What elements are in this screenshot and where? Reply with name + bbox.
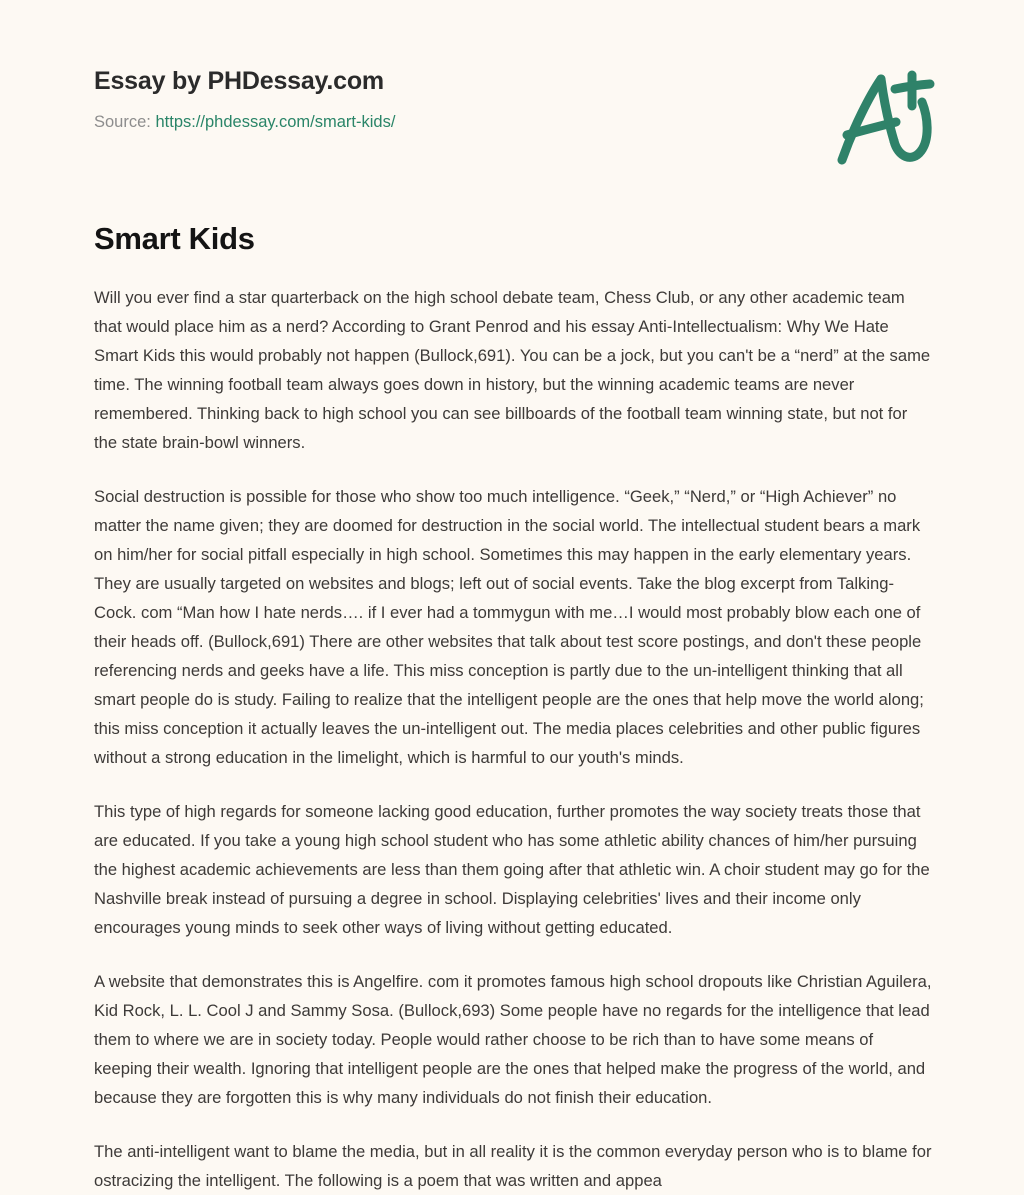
- essay-body: [94, 283, 932, 1195]
- source-url-link[interactable]: https://phdessay.com/smart-kids/: [155, 113, 396, 131]
- a-plus-handwritten-logo: [820, 62, 946, 174]
- paragraph: This type of high regards for someone lacking good education, further promotes the way society treats those that are educated. If you take a young high school student who has some athletic ability chances of him/her pursuing the highest academic achievements are less than them going after that athletic win. A choir student may go for the Nashville break instead of pursuing a degree in school. Displaying celebrities' lives and their income only encourages young minds to seek other ways of living without getting educated.: [94, 802, 930, 937]
- brand-title: Essay by PHDessay.com: [94, 67, 384, 95]
- source-label: Source:: [94, 113, 151, 131]
- page-title: Smart Kids: [94, 221, 255, 256]
- paragraph: Social destruction is possible for those who show too much intelligence. “Geek,” “Nerd,” or “High Achiever” no matter the name given; they are doomed for destruction in the social world. The intellectual student bears a mark on him/her for social pitfall especially in high school. Sometimes this may happen in the early elementary years. They are usually targeted on websites and blogs; left out of social events. Take the blog excerpt from Talking-Cock. com “Man how I hate nerds…. if I ever had a tommygun with me…I would most probably blow each one of their heads off. (Bullock,691) There are other websites that talk about test score postings, and don't these people referencing nerds and geeks have a life. This miss conception is partly due to the un-intelligent thinking that all smart people do is study. Failing to realize that the intelligent people are the ones that help move the world along; this miss conception it actually leaves the un-intelligent out. The media places celebrities and other public figures without a strong education in the limelight, which is harmful to our youth's minds.: [94, 487, 924, 767]
- a-plus-logo-icon: [820, 62, 946, 174]
- paragraph: A website that demonstrates this is Angelfire. com it promotes famous high school dropouts like Christian Aguilera, Kid Rock, L. L. Cool J and Sammy Sosa. (Bullock,693) Some people have no regards for the intelligence that lead them to where we are in society today. People would rather choose to be rich than to have some means of keeping their wealth. Ignoring that intelligent people are the ones that helped make the progress of the world, and because they are forgotten this is why many individuals do not finish their education.: [94, 972, 932, 1107]
- paragraph: The anti-intelligent want to blame the media, but in all reality it is the common everyday person who is to blame for ostracizing the intelligent. The following is a poem that was written and appea: [94, 1142, 932, 1190]
- paragraph: Will you ever find a star quarterback on the high school debate team, Chess Club, or any other academic team that would place him as a nerd? According to Grant Penrod and his essay Anti-Intellectualism: Why We Hate Smart Kids this would probably not happen (Bullock,691). You can be a jock, but you can't be a “nerd” at the same time. The winning football team always goes down in history, but the winning academic teams are never remembered. Thinking back to high school you can see billboards of the football team winning state, but not for the state brain-bowl winners.: [94, 288, 931, 452]
